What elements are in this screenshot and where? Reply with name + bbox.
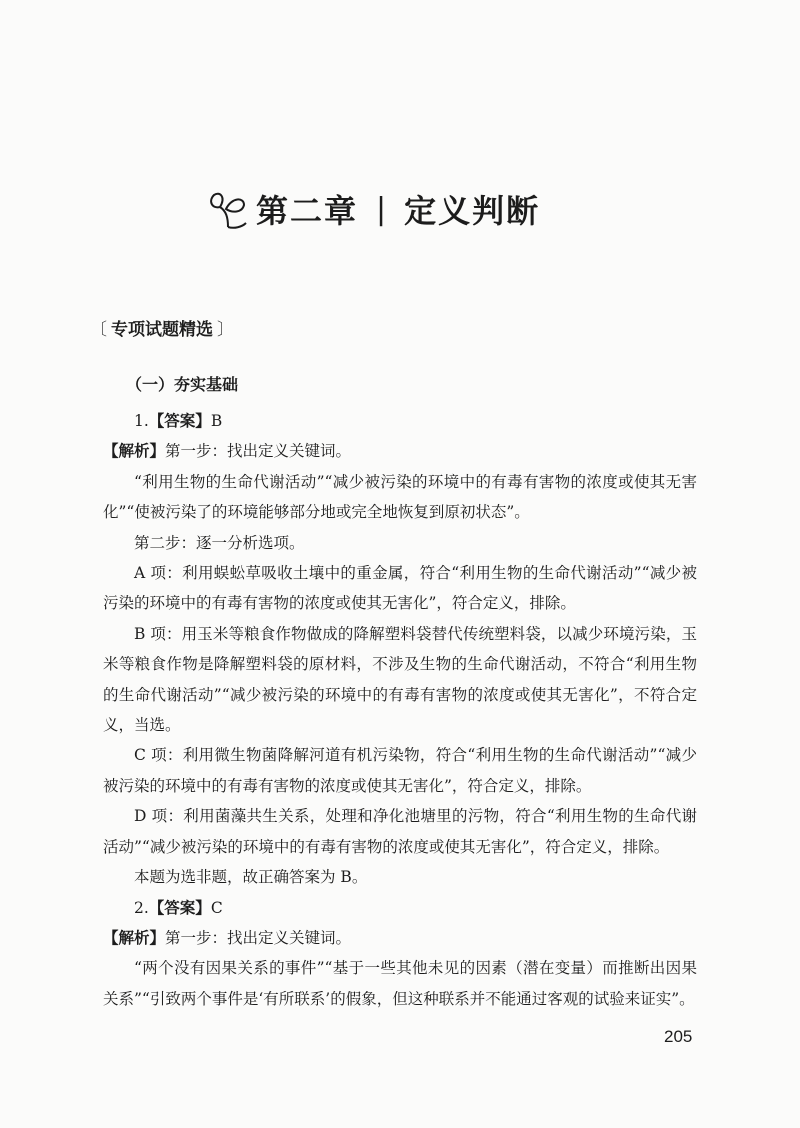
q2-keywords: “两个没有因果关系的事件”“基于一些其他未见的因素（潜在变量）而推断出因果关系”“引致两个事件是‘有所联系’的假象，但这种联系并不能通过客观的试验来证实”。 [103,959,697,1008]
sprout-icon [206,187,250,231]
q1-option-b: B 项：用玉米等粮食作物做成的降解塑料袋替代传统塑料袋，以减少环境污染，玉米等粮食作物是降解塑料袋的原材料，不涉及生物的生命代谢活动，不符合“利用生物的生命代谢活动”“减少被污染的环境中的有毒有害物的浓度或使其无害化”，不符合定义，当选。 [103,624,697,735]
q2-answer-line [103,893,697,923]
q1-analysis-line [103,436,697,466]
q2-step1: 第一步：找出定义关键词。 [165,928,352,947]
q1-answer-label: 【答案】 [148,412,211,430]
chapter-title: 第二章 [256,192,359,230]
q1-analysis-label: 【解析】 [103,442,166,461]
page-number: 205 [664,1027,693,1046]
q2-answer-value: C [210,898,223,917]
q1-option-c: C 项：利用微生物菌降解河道有机污染物，符合“利用生物的生命代谢活动”“减少被污染的环境中的有毒有害物的浓度或使其无害化”，符合定义，排除。 [103,746,697,795]
q1-keywords: “利用生物的生命代谢活动”“减少被污染的环境中的有毒有害物的浓度或使其无害化”“使被污染了的环境能够部分地或完全地恢复到原初状态”。 [103,472,697,522]
chapter-heading [206,186,540,232]
subsection-title: （一）夯实基础 [126,375,239,394]
q1-step2: 第二步：逐一分析选项。 [134,533,305,552]
q2-analysis-line [103,923,697,953]
q2-number: 2. [134,898,149,917]
q1-answer-line [103,406,697,436]
q2-analysis-label: 【解析】 [103,928,166,947]
q1-number: 1. [134,412,149,430]
q1-step1: 第一步：找出定义关键词。 [165,442,352,461]
section-bracket-left: 〔 [90,320,107,340]
answer-body [103,406,697,1014]
q1-conclusion: 本题为选非题，故正确答案为 B。 [134,868,368,887]
chapter-separator: | [376,191,387,227]
section-title: 专项试题精选 [111,320,213,340]
section-heading [90,315,234,340]
q2-answer-label: 【答案】 [148,898,211,917]
q1-answer-value: B [210,412,223,430]
chapter-subtitle: 定义判断 [404,192,541,230]
section-bracket-right: 〕 [217,320,234,340]
q1-option-d: D 项：利用菌藻共生关系，处理和净化池塘里的污物，符合“利用生物的生命代谢活动”“减少被污染的环境中的有毒有害物的浓度或使其无害化”，符合定义，排除。 [103,807,697,856]
q1-option-a: A 项：利用蜈蚣草吸收土壤中的重金属，符合“利用生物的生命代谢活动”“减少被污染的环境中的有毒有害物的浓度或使其无害化”，符合定义，排除。 [103,564,697,613]
